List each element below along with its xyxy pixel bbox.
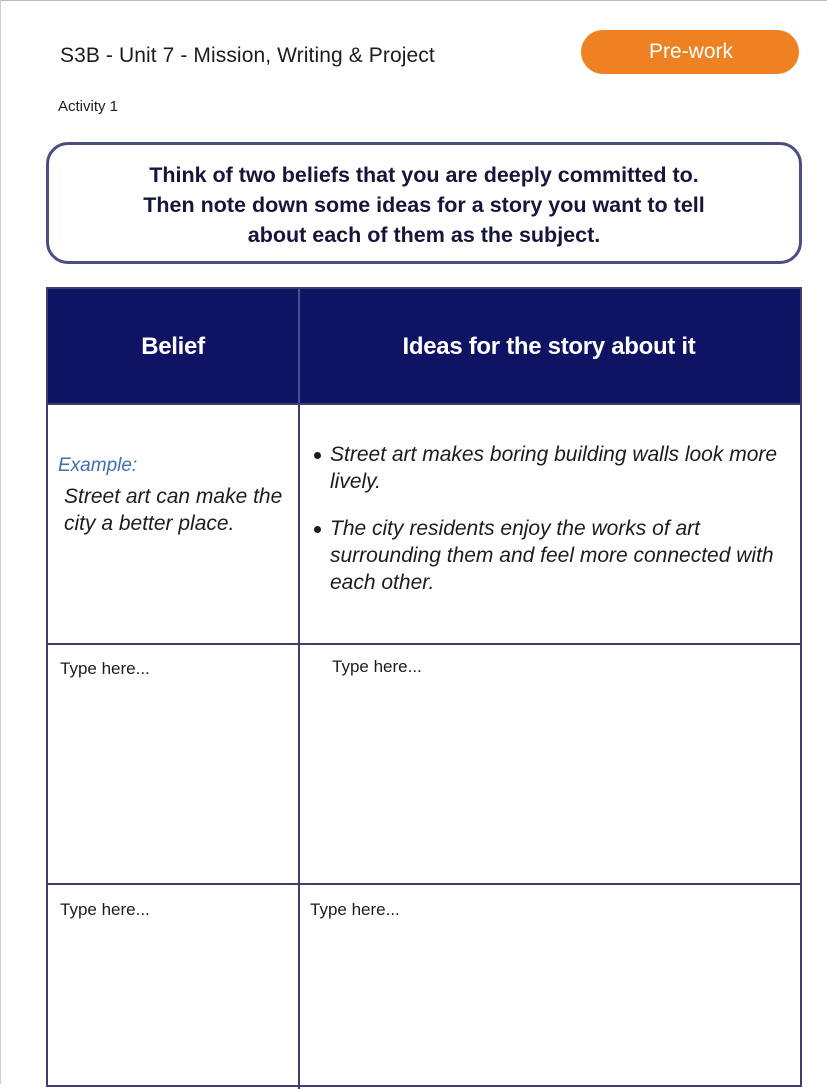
ideas-input-row-2[interactable]: Type here...: [310, 900, 400, 919]
list-item: [312, 441, 792, 495]
ideas-input-row-1[interactable]: Type here...: [332, 657, 422, 676]
column-header-belief: Belief: [141, 333, 205, 360]
example-belief-text: Street art can make the city a better place.: [64, 485, 283, 535]
instruction-line: Think of two beliefs that you are deeply committed to.: [149, 163, 699, 187]
table-header-row: [48, 289, 800, 405]
instructions-box: [46, 142, 802, 264]
header-column-divider: [298, 289, 300, 405]
bullet-icon: [314, 526, 321, 533]
row-divider: [48, 643, 800, 645]
document-title: S3B - Unit 7 - Mission, Writing & Project: [60, 44, 435, 67]
column-divider: [298, 289, 300, 1089]
example-idea-text: The city residents enjoy the works of art surrounding them and feel more connected with each other.: [330, 517, 774, 594]
bullet-icon: [314, 452, 321, 459]
row-divider: [48, 883, 800, 885]
belief-input-row-1[interactable]: Type here...: [60, 659, 150, 678]
example-label: Example:: [58, 455, 138, 476]
activity-label: Activity 1: [58, 98, 119, 115]
column-header-ideas: Ideas for the story about it: [402, 333, 696, 360]
beliefs-table: [46, 287, 802, 1087]
example-ideas-list: [312, 441, 792, 616]
row-divider: [48, 403, 800, 405]
top-border: [0, 0, 827, 1]
list-item: [312, 515, 792, 596]
pre-work-badge: Pre-work: [581, 30, 799, 74]
instruction-line: about each of them as the subject.: [247, 223, 601, 247]
example-idea-text: Street art makes boring building walls look more lively.: [330, 443, 778, 493]
left-border: [0, 0, 1, 1084]
belief-input-row-2[interactable]: Type here...: [60, 900, 150, 919]
instruction-line: Then note down some ideas for a story you want to tell: [143, 193, 705, 217]
